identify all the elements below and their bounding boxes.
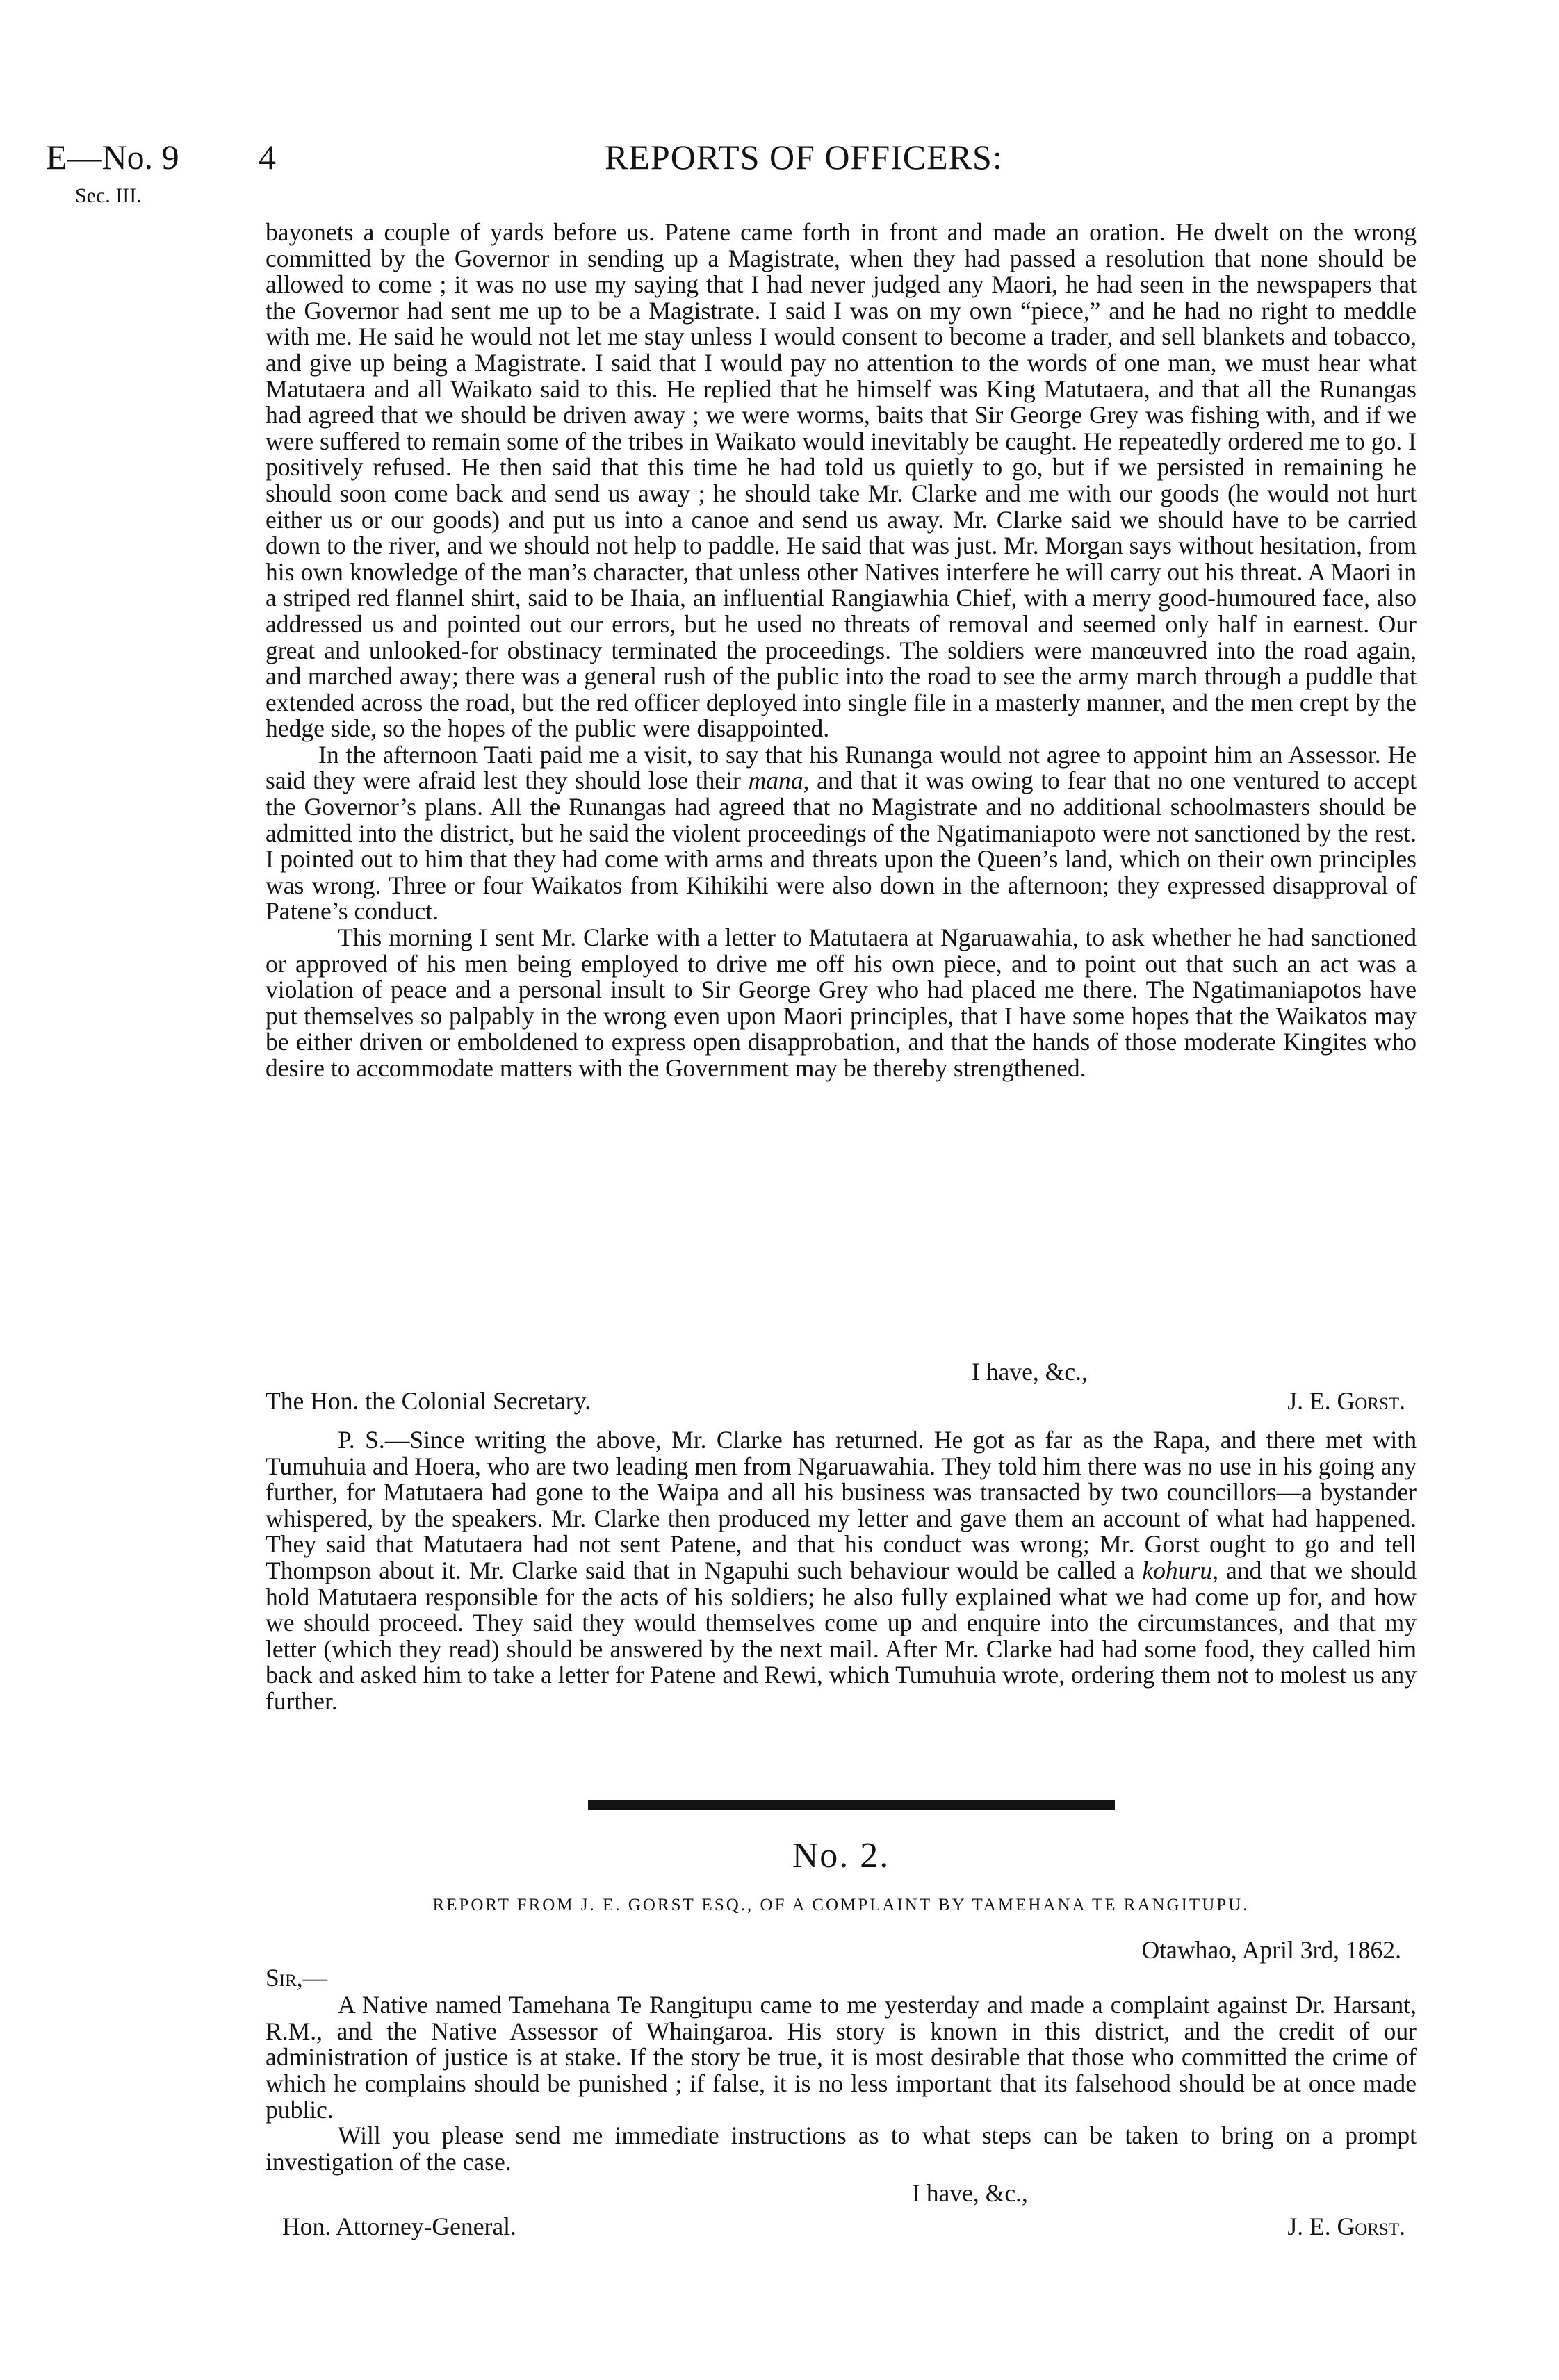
letter-two-number: No. 2. xyxy=(792,1836,890,1876)
letter-one xyxy=(266,220,1417,1082)
letter-two-salutation: Sir,— xyxy=(266,1963,328,1992)
letter-one-paragraph-3: This morning I sent Mr. Clarke with a letter to Matutaera at Ngaruawahia, to ask whether he had sanctioned or approved of his men being employed to drive me off his own piece, and to point out that such an act was a violation of peace and a personal insult to Sir George Grey who had placed me there. The Ngatimaniapotos have put themselves so palpably in the wrong even upon Maori principles, that I have some hopes that the Waikatos may be either driven or emboldened to express open disapprobation, and that the hands of those moderate Kingites who desire to accommodate matters with the Government may be thereby strengthened. xyxy=(266,924,1417,1082)
postscript-text-start: P. S.—Since writing the above, Mr. Clarke has returned. He got as far as the Rapa, and there met with Tumuhuia and Hoera, who are two leading men from Ngaruawahia. They told him there was no use in his going any further, for Matutaera had gone to the Waipa and all his business was transacted by two councillors—a bystander whispered, by the speakers. Mr. Clarke then produced my letter and gave them an account of what had happened. They said that Matutaera had not sent Patene, and that his conduct was wrong; Mr. Gorst ought to go and tell Thompson about it. Mr. Clarke said that in Ngapuhi such behaviour would be called a xyxy=(266,1426,1417,1584)
kohuru-term: kohuru xyxy=(1142,1556,1213,1584)
letter-two-signature: J. E. Gorst. xyxy=(1287,2212,1405,2240)
letter-two-paragraph-1: A Native named Tamehana Te Rangitupu came to me yesterday and made a complaint against Dr. Harsant, R.M., and the Native Assessor of Whaingaroa. His story is known in this district, and the credit of our administration of justice is at stake. If the story be true, it is most desirable that those who committed the crime of which he complains should be punished ; if false, it is no less important that its falsehood should be at once made public. xyxy=(266,1991,1417,2124)
postscript xyxy=(266,1427,1417,1715)
page-number: 4 xyxy=(259,138,276,177)
letter-one-addressee: The Hon. the Colonial Secretary. xyxy=(266,1386,591,1415)
letter-two-addressee: Hon. Attorney-General. xyxy=(282,2212,516,2240)
section-label: Sec. III. xyxy=(75,184,142,207)
letter-two-place-date: Otawhao, April 3rd, 1862. xyxy=(1141,1936,1401,1964)
letter-two-closing: I have, &c., xyxy=(912,2179,1028,2208)
postscript-text-end: , and that we should hold Matutaera responsible for the acts of his soldiers; he also fully explained what we had come up for, and how we should proceed. They said they would themselves come up and enquire into the circumstances, and that my letter (which they read) should be answered by the next mail. After Mr. Clarke had had some food, they called him back and asked him to take a letter for Patene and Rewi, which Tumuhuia wrote, ordering them not to molest us any further. xyxy=(266,1556,1417,1715)
document-code: E—No. 9 xyxy=(46,138,179,177)
letter-one-paragraph-1: bayonets a couple of yards before us. Patene came forth in front and made an oration. He dwelt on the wrong committed by the Governor in sending up a Magistrate, when they had passed a resolution that none should be allowed to come ; it was no use my saying that I had never judged any Maori, he had seen in the newspapers that the Governor had sent me up to be a Magistrate. I said I was on my own “piece,” and he had no right to meddle with me. He said he would not let me stay unless I would consent to become a trader, and sell blankets and tobacco, and give up being a Magistrate. I said that I would pay no attention to the words of one man, we must hear what Matutaera and all Waikato said to this. He replied that he himself was King Matutaera, and that all the Runangas had agreed that we should be driven away ; we were worms, baits that Sir George Grey was fishing with, and if we were suffered to remain some of the tribes in Waikato would inevitably be caught. He repeatedly ordered me to go. I positively refused. He then said that this time he had told us quietly to go, but if we persisted in remaining he should soon come back and send us away ; he should take Mr. Clarke and me with our goods (he would not hurt either us or our goods) and put us into a canoe and send us away. Mr. Clarke said we should have to be carried down to the river, and we should not help to paddle. He said that was just. Mr. Morgan says without hesitation, from his own knowledge of the man’s character, that unless other Natives interfere he will carry out his threat. A Maori in a striped red flannel shirt, said to be Ihaia, an influential Rangiawhia Chief, with a merry good-humoured face, also addressed us and pointed out our errors, but he used no threats of removal and seemed only half in earnest. Our great and unlooked-for obstinacy terminated the proceedings. The soldiers were manœuvred into the road again, and marched away; there was a general rush of the public into the road to see the army march through a puddle that extended across the road, but the red officer deployed into single file in a masterly manner, and the men crept by the hedge side, so the hopes of the public were disappointed. xyxy=(266,218,1417,743)
postscript-paragraph xyxy=(266,1427,1417,1715)
letter-one-signature: J. E. Gorst. xyxy=(1287,1386,1405,1415)
letter-two-subtitle: REPORT FROM J. E. GORST ESQ., OF A COMPLAINT BY TAMEHANA TE RANGITUPU. xyxy=(432,1896,1250,1914)
page-title: REPORTS OF OFFICERS: xyxy=(605,138,1003,177)
letter-one-paragraph-2 xyxy=(266,742,1417,925)
paragraph-2-text-end: , and that it was owing to fear that no one ventured to accept the Governor’s plans. All the Runangas had agreed that no Magistrate and no additional schoolmasters should be admitted into the district, but he said the violent proceedings of the Ngatimaniapoto were not sanctioned by the rest. I pointed out to him that they had come with arms and threats upon the Queen’s land, which on their own principles was wrong. Three or four Waikatos from Kihikihi were also down in the afternoon; they expressed disapproval of Patene’s conduct. xyxy=(266,766,1417,926)
letter-one-closing: I have, &c., xyxy=(972,1358,1088,1386)
paragraph-2-text-start: In the afternoon Taati paid me a visit, to say that his Runanga would not agree to appoint him an Assessor. He said they were afraid lest they should lose their xyxy=(266,740,1417,795)
letter-two-paragraph-2: Will you please send me immediate instructions as to what steps can be taken to bring on a prompt investigation of the case. xyxy=(266,2122,1417,2176)
letter-one-signoff xyxy=(266,1359,1417,1414)
mana-term: mana xyxy=(748,766,803,795)
section-divider xyxy=(588,1800,1115,1810)
letter-two xyxy=(266,1937,1417,2240)
